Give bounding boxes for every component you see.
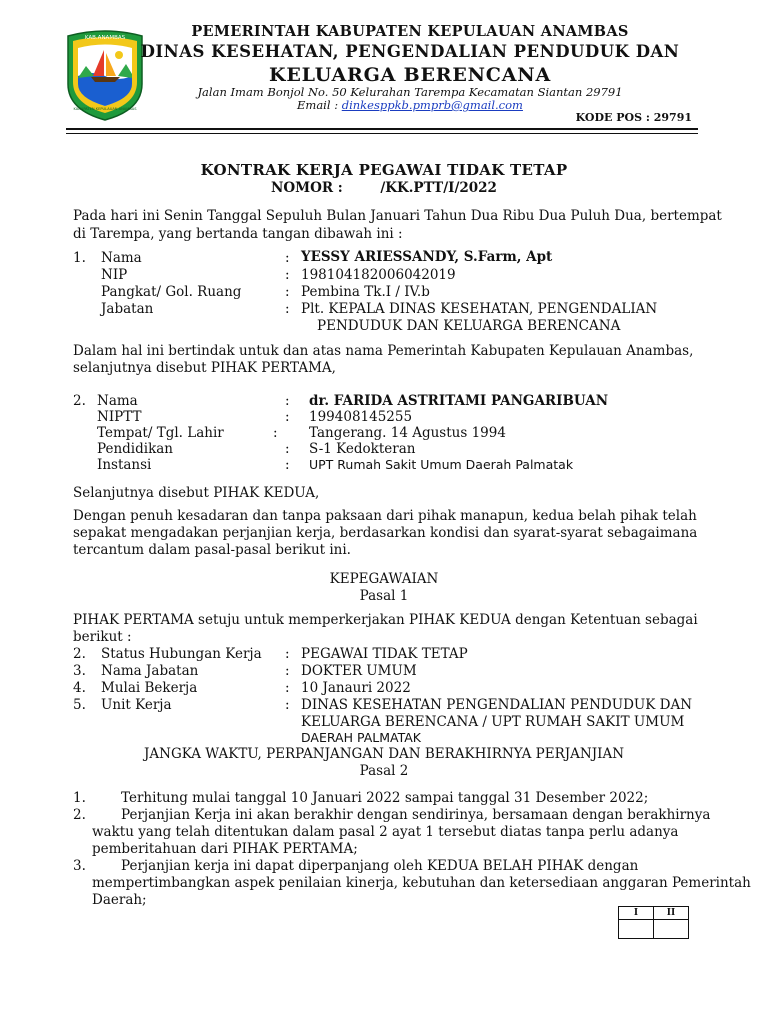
pasal1-intro-line-1: PIHAK PERTAMA setuju untuk memperkerjakan PIHAK KEDUA dengan Ketentuan sebagai	[73, 612, 698, 628]
email-line	[140, 98, 680, 112]
colon: :	[285, 646, 290, 662]
party1-value-jabatan: Plt. KEPALA DINAS KESEHATAN, PENGENDALIAN	[301, 301, 658, 317]
pasal2-item-text: Perjanjian Kerja ini akan berakhir dengan sendirinya, bersamaan dengan berakhirnya	[121, 807, 711, 823]
pasal1-item-value: PEGAWAI TIDAK TETAP	[301, 646, 468, 662]
party1-value-nip: 198104182006042019	[301, 267, 456, 283]
pasal2-item-number: 3.	[73, 858, 86, 874]
pasal2-item-number: 2.	[73, 807, 86, 823]
pasal1-number: Pasal 1	[359, 588, 409, 604]
pasal1-item-number: 5.	[73, 697, 86, 713]
letterhead-rule-thick	[66, 128, 698, 130]
party1-label-jabatan: Jabatan	[101, 301, 154, 317]
colon: :	[285, 457, 290, 473]
party2-label-ttl: Tempat/ Tgl. Lahir	[97, 425, 224, 441]
pasal1-item-number: 4.	[73, 680, 86, 696]
agreement-line-1: Dengan penuh kesadaran dan tanpa paksaan dari pihak manapun, kedua belah pihak telah	[73, 508, 697, 524]
gov-name: PEMERINTAH KABUPATEN KEPULAUAN ANAMBAS	[191, 23, 629, 40]
party1-value-jabatan-cont: PENDUDUK DAN KELUARGA BERENCANA	[317, 318, 621, 334]
pasal2-item-number: 1.	[73, 790, 86, 806]
address: Jalan Imam Bonjol No. 50 Kelurahan Tarempa Kecamatan Siantan 29791	[197, 85, 623, 99]
colon: :	[285, 250, 290, 266]
pasal2-item-text: Terhitung mulai tanggal 10 Januari 2022 sampai tanggal 31 Desember 2022;	[121, 790, 649, 806]
initial-cell-1	[619, 920, 654, 939]
pasal1-item-value-cont: KELUARGA BERENCANA / UPT RUMAH SAKIT UMUM	[301, 714, 685, 730]
colon: :	[285, 441, 290, 457]
dept-name-line2: KELUARGA BERENCANA	[269, 64, 551, 86]
party2-desc: Selanjutnya disebut PIHAK KEDUA,	[73, 485, 320, 501]
email-link[interactable]: dinkesppkb.pmprb@gmail.com	[341, 98, 523, 112]
pasal1-item-value: DOKTER UMUM	[301, 663, 417, 679]
colon: :	[285, 267, 290, 283]
pasal1-item-value-cont: DAERAH PALMATAK	[301, 730, 421, 745]
party1-value-nama: YESSY ARIESSANDY, S.Farm, Apt	[301, 249, 553, 265]
pasal2-number: Pasal 2	[359, 763, 409, 779]
party1-desc-line-1: Dalam hal ini bertindak untuk dan atas nama Pemerintah Kabupaten Kepulauan Anambas,	[73, 343, 694, 359]
pasal2-item-text: Perjanjian kerja ini dapat diperpanjang oleh KEDUA BELAH PIHAK dengan	[121, 858, 639, 874]
colon: :	[285, 697, 290, 713]
colon: :	[285, 409, 290, 425]
initial-col-2: II	[654, 907, 689, 920]
intro-line-2: di Tarempa, yang bertanda tangan dibawah ini :	[73, 226, 403, 242]
contract-title: KONTRAK KERJA PEGAWAI TIDAK TETAP	[200, 161, 568, 179]
pasal2-heading: JANGKA WAKTU, PERPANJANGAN DAN BERAKHIRNYA PERJANJIAN	[143, 746, 625, 762]
initial-cell-2	[654, 920, 689, 939]
party2-value-nama: dr. FARIDA ASTRITAMI PANGARIBUAN	[309, 393, 609, 409]
initial-table	[618, 906, 689, 939]
agreement-line-2: sepakat mengadakan perjanjian kerja, berdasarkan kondisi dan syarat-syarat sebagaimana	[73, 525, 698, 541]
colon: :	[285, 680, 290, 696]
initial-col-1: I	[619, 907, 654, 920]
logo-top-text: KAB.ANAMBAS	[84, 35, 126, 41]
pasal1-item-label: Status Hubungan Kerja	[101, 646, 262, 662]
agreement-line-3: tercantum dalam pasal-pasal berikut ini.	[73, 542, 351, 558]
dept-name-line1: DINAS KESEHATAN, PENGENDALIAN PENDUDUK DAN	[140, 42, 680, 61]
party2-number: 2.	[73, 393, 86, 409]
kode-pos: KODE POS : 29791	[575, 111, 692, 124]
colon: :	[285, 393, 290, 409]
party2-value-ttl: Tangerang. 14 Agustus 1994	[309, 425, 506, 441]
party2-label-pendidikan: Pendidikan	[97, 441, 174, 457]
colon: :	[285, 284, 290, 300]
logo-bottom-text: KABUPATEN KEPULAUAN ANAMBAS	[73, 107, 137, 111]
party1-value-pangkat: Pembina Tk.I / IV.b	[301, 284, 430, 300]
pasal2-item-text-cont: mempertimbangkan aspek penilaian kinerja, kebutuhan dan ketersediaan anggaran Pemerintah	[92, 875, 751, 891]
party2-label-instansi: Instansi	[97, 457, 152, 473]
pasal1-intro-line-2: berikut :	[73, 629, 132, 645]
party2-value-niptt: 199408145255	[309, 409, 413, 425]
party1-label-pangkat: Pangkat/ Gol. Ruang	[101, 284, 242, 300]
contract-number: NOMOR : /KK.PTT/I/2022	[271, 180, 497, 196]
party1-label-nip: NIP	[101, 267, 128, 283]
pasal1-heading: KEPEGAWAIAN	[329, 571, 439, 587]
party1-number: 1.	[73, 250, 86, 266]
pasal2-item-text-cont: pemberitahuan dari PIHAK PERTAMA;	[92, 841, 358, 857]
colon: :	[273, 425, 278, 441]
party2-value-pendidikan: S-1 Kedokteran	[309, 441, 416, 457]
party1-desc-line-2: selanjutnya disebut PIHAK PERTAMA,	[73, 360, 336, 376]
pasal1-item-number: 2.	[73, 646, 86, 662]
intro-line-1: Pada hari ini Senin Tanggal Sepuluh Bulan Januari Tahun Dua Ribu Dua Puluh Dua, bertempat	[73, 208, 722, 224]
anambas-logo	[64, 26, 146, 122]
pasal1-item-label: Mulai Bekerja	[101, 680, 198, 696]
pasal1-item-number: 3.	[73, 663, 86, 679]
pasal2-item-text-cont: Daerah;	[92, 892, 147, 908]
letterhead-rule-thin	[66, 133, 698, 134]
party1-label-nama: Nama	[101, 250, 142, 266]
pasal1-item-value: 10 Janauri 2022	[301, 680, 411, 696]
party2-value-instansi: UPT Rumah Sakit Umum Daerah Palmatak	[309, 457, 574, 472]
email-label: Email :	[297, 98, 342, 112]
pasal1-item-label: Unit Kerja	[101, 697, 172, 713]
pasal2-item-text-cont: waktu yang telah ditentukan dalam pasal 2 ayat 1 tersebut diatas tanpa perlu adanya	[92, 824, 679, 840]
party2-label-nama: Nama	[97, 393, 138, 409]
pasal1-item-value: DINAS KESEHATAN PENGENDALIAN PENDUDUK DAN	[301, 697, 693, 713]
colon: :	[285, 301, 290, 317]
party2-label-niptt: NIPTT	[97, 409, 142, 425]
colon: :	[285, 663, 290, 679]
pasal1-item-label: Nama Jabatan	[101, 663, 199, 679]
